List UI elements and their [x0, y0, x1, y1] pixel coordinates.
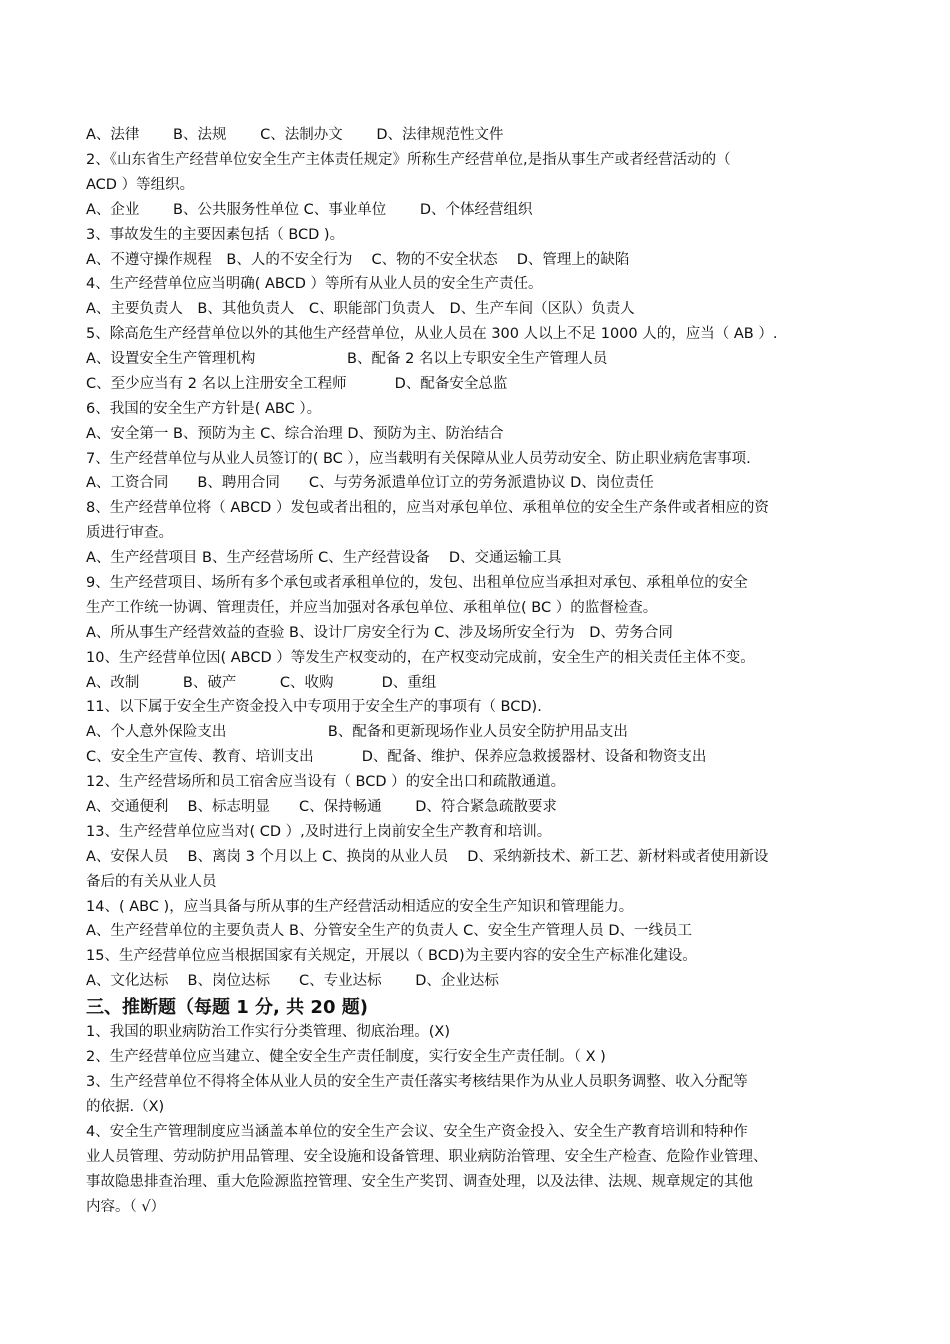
option-line: A、所从事生产经营效益的查验 B、设计厂房安全行为 C、涉及场所安全行为 D、劳务合同 — [86, 625, 673, 641]
question-line: 质进行审查。 — [86, 525, 173, 541]
question-line: 4、生产经营单位应当明确( ABCD ）等所有从业人员的安全生产责任。 — [86, 276, 543, 292]
question-line: ACD ）等组织。 — [86, 177, 195, 193]
question-line: 13、生产经营单位应当对( CD ）,及时进行上岗前安全生产教育和培训。 — [86, 824, 552, 840]
option-line: A、文化达标 B、岗位达标 C、专业达标 D、企业达标 — [86, 973, 499, 989]
option-line: A、安全第一 B、预防为主 C、综合治理 D、预防为主、防治结合 — [86, 426, 504, 442]
question-line: 3、事故发生的主要因素包括（ BCD )。 — [86, 227, 345, 243]
option-line: A、个人意外保险支出 B、配备和更新现场作业人员安全防护用品支出 — [86, 724, 628, 740]
option-line: A、生产经营单位的主要负责人 B、分管安全生产的负责人 C、安全生产管理人员 D、一线员工 — [86, 923, 692, 939]
option-line: A、企业 B、公共服务性单位 C、事业单位 D、个体经营组织 — [86, 202, 533, 218]
judgment-line: 1、我国的职业病防治工作实行分类管理、彻底治理。(X) — [86, 1024, 450, 1040]
judgment-line: 的依据.（X) — [86, 1099, 165, 1115]
question-line: 生产工作统一协调、管理责任，并应当加强对各承包单位、承租单位( BC ）的监督检查。 — [86, 600, 658, 616]
question-line: 12、生产经营场所和员工宿舍应当设有（ BCD ）的安全出口和疏散通道。 — [86, 774, 566, 790]
option-line: A、不遵守操作规程 B、人的不安全行为 C、物的不安全状态 D、管理上的缺陷 — [86, 252, 630, 268]
question-line: 9、生产经营项目、场所有多个承包或者承租单位的，发包、出租单位应当承担对承包、承租单位的安全 — [86, 575, 748, 591]
question-line: 2、《山东省生产经营单位安全生产主体责任规定》所称生产经营单位,是指从事生产或者经营活动的（ — [86, 152, 731, 168]
judgment-line: 4、安全生产管理制度应当涵盖本单位的安全生产会议、安全生产资金投入、安全生产教育培训和特种作 — [86, 1124, 748, 1140]
judgment-line: 事故隐患排查治理、重大危险源监控管理、安全生产奖罚、调查处理，以及法律、法规、规章规定的其他 — [86, 1174, 753, 1190]
option-line: C、至少应当有 2 名以上注册安全工程师 D、配备安全总监 — [86, 376, 508, 392]
judgment-line: 业人员管理、劳动防护用品管理、安全设施和设备管理、职业病防治管理、安全生产检查、危险作业管理、 — [86, 1149, 768, 1165]
option-line: A、设置安全生产管理机构 B、配备 2 名以上专职安全生产管理人员 — [86, 351, 608, 367]
judgment-line: 内容。（ √） — [86, 1199, 166, 1215]
option-line: A、交通便利 B、标志明显 C、保持畅通 D、符合紧急疏散要求 — [86, 799, 557, 815]
question-line: 11、以下属于安全生产资金投入中专项用于安全生产的事项有（ BCD). — [86, 699, 542, 715]
option-line: C、安全生产宣传、教育、培训支出 D、配备、维护、保养应急救援器材、设备和物资支出 — [86, 749, 707, 765]
option-line: A、生产经营项目 B、生产经营场所 C、生产经营设备 D、交通运输工具 — [86, 550, 562, 566]
section-heading: 三、推断题（每题 1 分, 共 20 题) — [86, 997, 368, 1018]
option-line: 备后的有关从业人员 — [86, 874, 217, 890]
question-line: 6、我国的安全生产方针是( ABC ）。 — [86, 401, 322, 417]
question-line: 7、生产经营单位与从业人员签订的( BC ），应当载明有关保障从业人员劳动安全、防止职业病危害事项. — [86, 451, 751, 467]
option-line: A、主要负责人 B、其他负责人 C、职能部门负责人 D、生产车间（区队）负责人 — [86, 301, 635, 317]
question-line: 8、生产经营单位将（ ABCD ）发包或者出租的，应当对承包单位、承租单位的安全生产条件或者相应的资 — [86, 500, 769, 516]
option-line: A、法律 B、法规 C、法制办文 D、法律规范性文件 — [86, 127, 504, 143]
option-line: A、安保人员 B、离岗 3 个月以上 C、换岗的从业人员 D、采纳新技术、新工艺、新材料或者使用新设 — [86, 849, 769, 865]
judgment-line: 3、生产经营单位不得将全体从业人员的安全生产责任落实考核结果作为从业人员职务调整、收入分配等 — [86, 1074, 748, 1090]
question-line: 10、生产经营单位因( ABCD ）等发生产权变动的，在产权变动完成前，安全生产的相关责任主体不变。 — [86, 650, 755, 666]
question-line: 15、生产经营单位应当根据国家有关规定，开展以（ BCD)为主要内容的安全生产标准化建设。 — [86, 948, 697, 964]
option-line: A、改制 B、破产 C、收购 D、重组 — [86, 675, 437, 691]
question-line: 14、( ABC )，应当具备与所从事的生产经营活动相适应的安全生产知识和管理能力。 — [86, 899, 634, 915]
option-line: A、工资合同 B、聘用合同 C、与劳务派遣单位订立的劳务派遣协议 D、岗位责任 — [86, 475, 654, 491]
question-line: 5、除高危生产经营单位以外的其他生产经营单位，从业人员在 300 人以上不足 1000 人的，应当（ AB ）. — [86, 326, 778, 342]
judgment-line: 2、生产经营单位应当建立、健全安全生产责任制度，实行安全生产责任制。（ X ) — [86, 1049, 606, 1065]
